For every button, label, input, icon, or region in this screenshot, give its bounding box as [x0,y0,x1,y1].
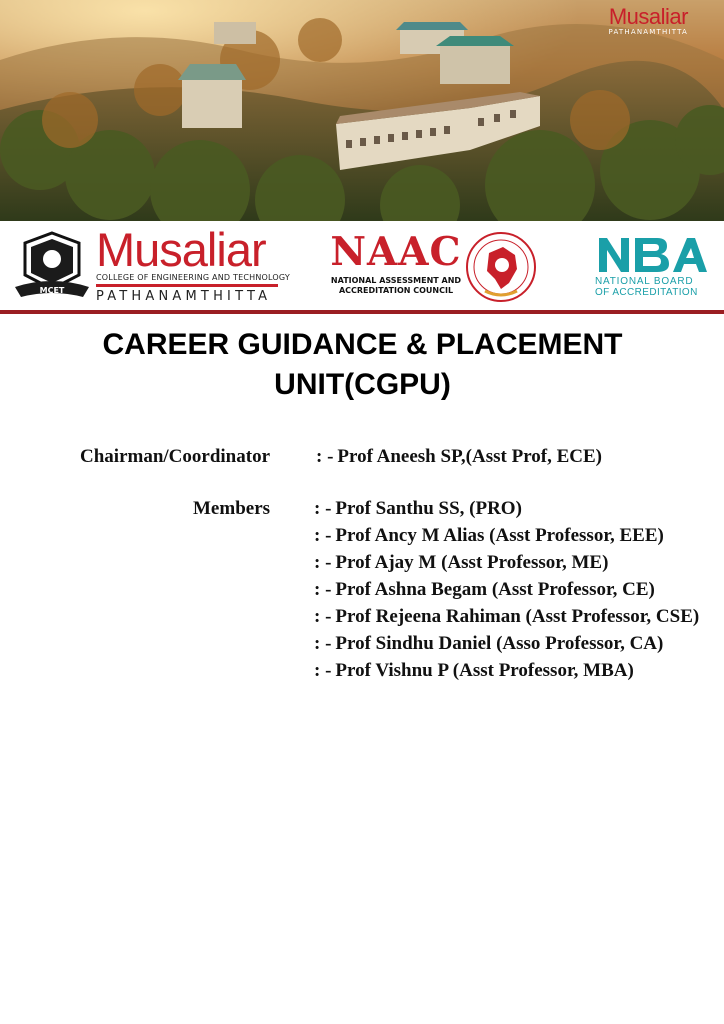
member-value: Prof Vishnu P (Asst Professor, MBA) [335,660,634,681]
page-title-line2: UNIT(CGPU) [274,368,451,401]
member-value: Prof Santhu SS, (PRO) [335,498,522,519]
member-separator: : - [314,498,332,519]
nba-line1: NATIONAL BOARD [595,276,694,287]
mcet-emblem-text: MCET [39,286,65,295]
nba-line2: OF ACCREDITATION [595,287,698,298]
member-separator: : - [314,552,332,573]
musaliar-logo [96,223,296,304]
nba-logo-icon [595,234,707,274]
member-value: Prof Ashna Begam (Asst Professor, CE) [335,579,655,600]
member-entry [314,498,522,520]
hero-brand-name: Musaliar [608,4,688,29]
naac-logo [327,230,465,296]
member-separator: : - [314,660,332,681]
member-entry [314,579,655,601]
musaliar-rule [96,284,278,287]
mcet-emblem-icon [13,231,91,303]
page-title-line1: CAREER GUIDANCE & PLACEMENT [102,328,623,361]
member-entry [314,633,663,655]
header-divider [0,310,724,314]
member-entry [314,660,634,682]
musaliar-place: PATHANAMTHITTA [96,289,272,304]
naac-name: NAAC [330,229,462,275]
nba-logo [595,234,711,298]
musaliar-college: COLLEGE OF ENGINEERING AND TECHNOLOGY [96,273,290,282]
member-separator: : - [314,633,332,654]
chair-entry [316,446,602,468]
member-separator: : - [314,525,332,546]
member-value: Prof Rejeena Rahiman (Asst Professor, CSE) [335,606,700,627]
chair-label: Chairman/Coordinator [80,446,270,467]
naac-seal-icon [465,231,537,303]
member-separator: : - [314,579,332,600]
member-entry [314,525,664,547]
member-value: Prof Ancy M Alias (Asst Professor, EEE) [335,525,664,546]
member-value: Prof Sindhu Daniel (Asso Professor, CA) [335,633,664,654]
musaliar-name: Musaliar [96,223,266,276]
chair-value: Prof Aneesh SP,(Asst Prof, ECE) [337,446,603,467]
hero-brand-sub: PATHANAMTHITTA [608,28,688,36]
member-separator: : - [314,606,332,627]
member-value: Prof Ajay M (Asst Professor, ME) [335,552,609,573]
member-entry [314,552,608,574]
chair-separator: : - [316,446,334,467]
campus-aerial-photo [0,0,724,221]
hero-brand-logo [609,6,689,37]
members-label: Members [193,498,271,519]
member-entry [314,606,699,628]
page-title [60,325,665,405]
naac-full-name: NATIONAL ASSESSMENT AND ACCREDITATION COUNCIL [330,276,462,295]
